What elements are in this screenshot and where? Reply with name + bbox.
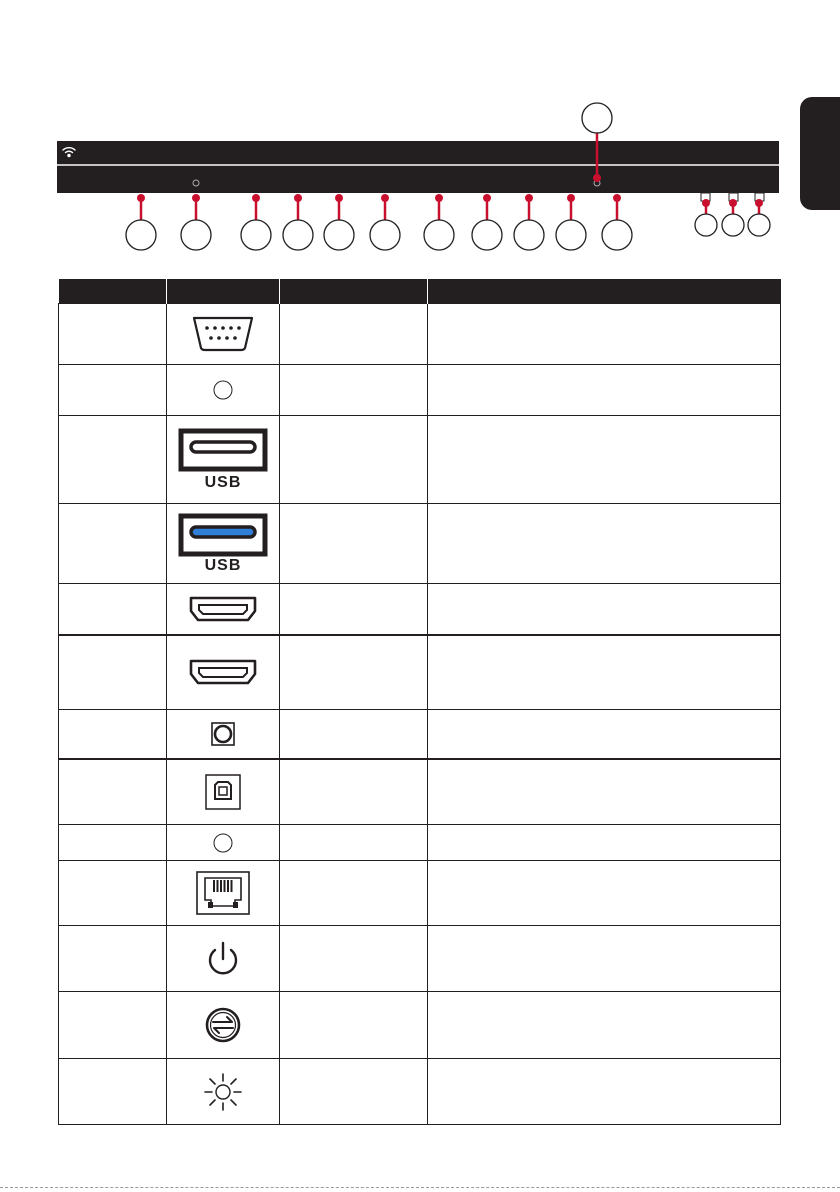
callout-circle-12: [695, 214, 717, 236]
power-icon: [203, 939, 243, 979]
hdmi-port-icon: [187, 594, 259, 624]
round-port-icon: [212, 379, 234, 401]
table-row: [59, 710, 781, 759]
page-bottom-rule: [0, 1187, 840, 1188]
callout-circle-1: [126, 220, 156, 250]
input-switch-icon: [203, 1005, 243, 1045]
column-header: [428, 279, 781, 304]
table-row: [59, 504, 781, 584]
table-row: [59, 926, 781, 992]
usb-b-port-icon: [204, 773, 242, 811]
callout-circle-2: [181, 220, 211, 250]
language-side-tab: [800, 97, 840, 210]
table-row: [59, 365, 781, 416]
table-row: [59, 1059, 781, 1125]
callout-circle-14: [748, 214, 770, 236]
column-header: [59, 279, 167, 304]
callout-circle-6: [370, 220, 400, 250]
table-row: [59, 416, 781, 504]
usb-label: USB: [204, 473, 242, 491]
callout-circle-7: [424, 220, 454, 250]
table-row: [59, 825, 781, 861]
table-row: [59, 759, 781, 825]
callout-circle-15: [582, 103, 612, 133]
callout-circle-5: [324, 220, 354, 250]
usb-label: USB: [204, 556, 242, 574]
panel-bottom-bar: [57, 166, 779, 193]
callout-circle-9: [514, 220, 544, 250]
table-row: [59, 992, 781, 1059]
round-port-icon: [212, 832, 234, 854]
ports-table: [58, 279, 781, 1125]
table-row: [59, 635, 781, 710]
callout-circle-11: [602, 220, 632, 250]
column-header: [167, 279, 280, 304]
callout-circle-8: [472, 220, 502, 250]
callout-circle-13: [722, 214, 744, 236]
column-header: [280, 279, 428, 304]
table-row: [59, 304, 781, 365]
callout-circle-4: [283, 220, 313, 250]
hdmi-port-icon: [187, 657, 259, 687]
callout-circle-10: [556, 220, 586, 250]
table-row: [59, 861, 781, 926]
table-header-row: [59, 279, 781, 304]
rs232-serial-port-icon: [190, 315, 256, 353]
panel-top-bar: [57, 141, 779, 164]
table-row: [59, 584, 781, 635]
callout-circle-3: [241, 220, 271, 250]
rj45-lan-port-icon: [195, 870, 251, 916]
audio-jack-icon: [210, 721, 236, 747]
port-location-diagram: [0, 0, 840, 280]
light-sensor-icon: [202, 1071, 244, 1113]
